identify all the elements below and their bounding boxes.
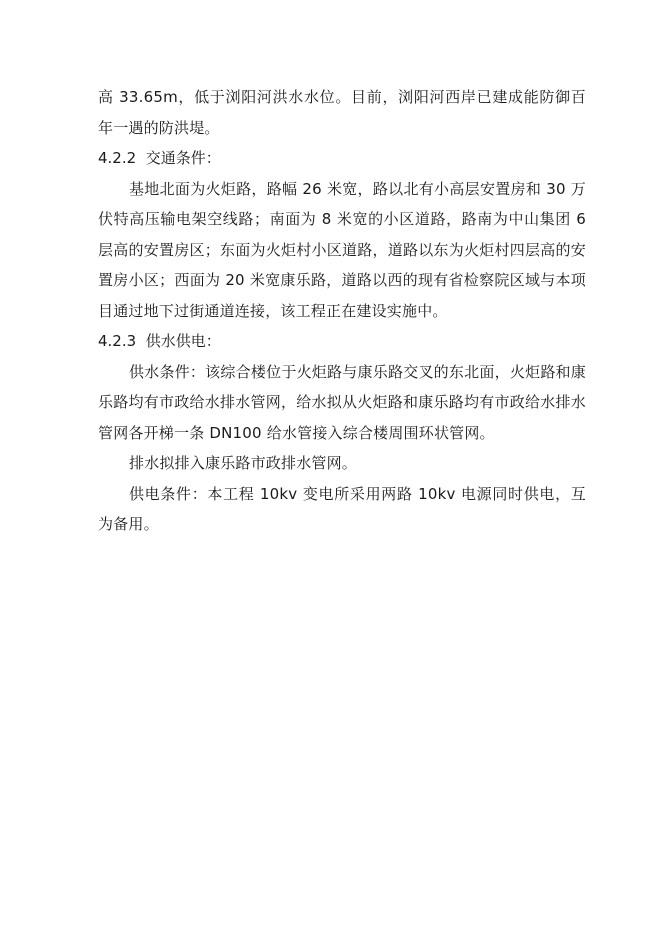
paragraph-traffic-conditions: 基地北面为火炬路，路幅 26 米宽，路以北有小高层安置房和 30 万伏特高压输电架空线路；南面为 8 米宽的小区道路，路南为中山集团 6 层高的安置房区；东面为火炬村小区道路，道路以东为火炬村四层高的安置房小区；西面为 20 米宽康乐路，道路以西的现有省检察院区域与本项目通过地下过街通道连接，该工程正在建设实施中。 (98, 179, 586, 320)
paragraph-drainage: 排水拟排入康乐路市政排水管网。 (129, 454, 358, 472)
paragraph-water-supply: 供水条件：该综合楼位于火炬路与康乐路交叉的东北面，火炬路和康乐路均有市政给水排水管网，给水拟从火炬路和康乐路均有市政给水排水管网各开梯一条 DN100 给水管接入综合楼周围环状管网。 (98, 362, 586, 442)
section-heading-water-power: 4.2.3 供水供电： (98, 332, 221, 350)
paragraph-flood-level: 高 33.65m，低于浏阳河洪水水位。目前，浏阳河西岸已建成能防御百年一遇的防洪堤。 (98, 88, 586, 137)
section-heading-traffic: 4.2.2 交通条件： (98, 149, 221, 167)
document-body (98, 82, 586, 540)
paragraph-power-supply: 供电条件：本工程 10kv 变电所采用两路 10kv 电源同时供电，互为备用。 (98, 484, 586, 533)
